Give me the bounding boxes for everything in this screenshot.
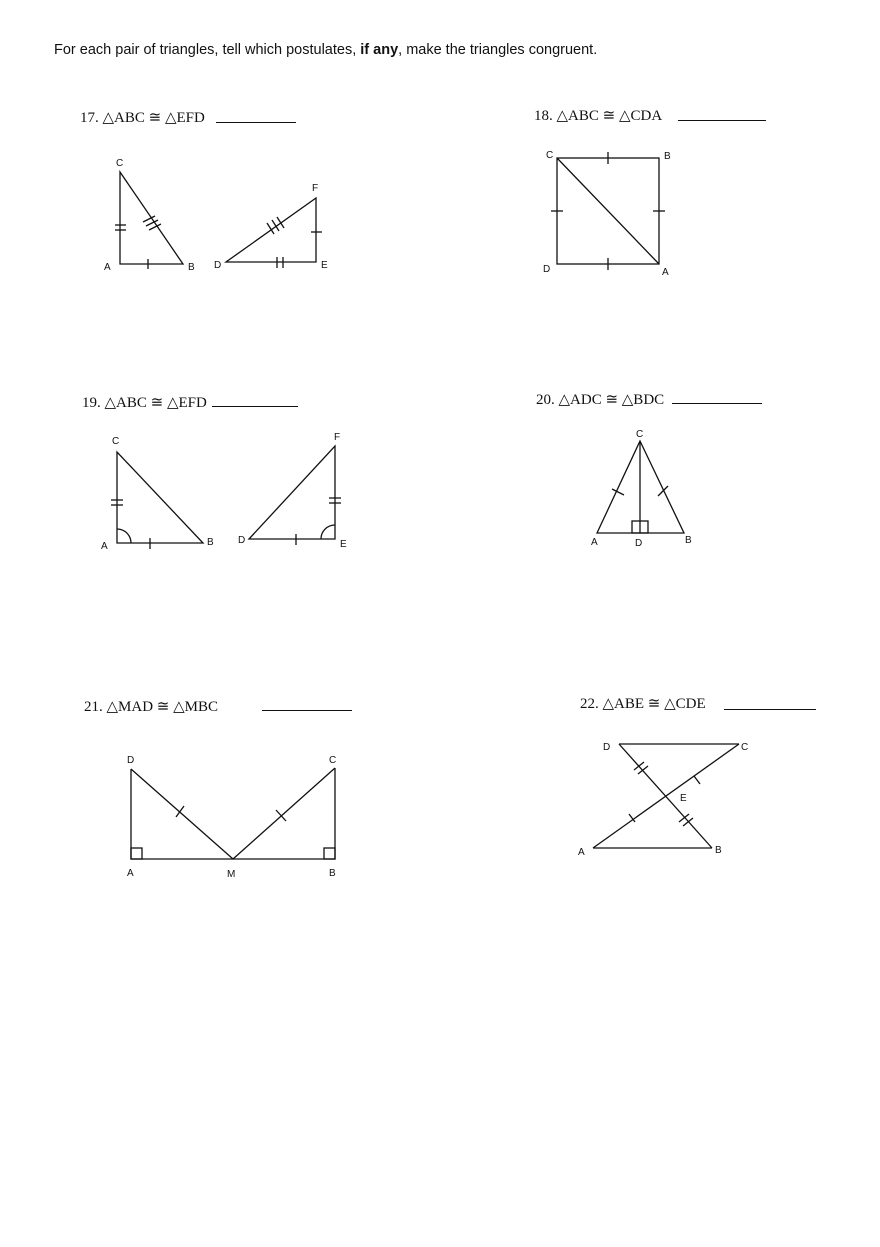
vertex-label: D [603,742,611,753]
angle-mark [117,529,131,543]
figure-20 [591,429,692,549]
problem-statement: △MAD ≅ △MBC [106,699,218,715]
vertex-label: A [578,847,585,858]
instructions-text-end: , make the triangles congruent. [398,42,598,58]
vertex-label: A [591,537,598,548]
vertex-label: B [329,868,336,879]
vertex-label: B [664,151,671,162]
vertex-label: C [329,755,337,766]
vertex-label: B [207,537,214,548]
segment-ca [593,744,739,848]
vertex-label: F [334,432,341,443]
figure-17 [104,158,328,273]
right-angle-mark [324,848,335,859]
vertex-label: D [543,264,551,275]
figure-21 [127,755,336,880]
vertex-label: D [635,538,643,549]
problem-statement: △ABC ≅ △EFD [104,395,207,411]
problem-number: 17. [80,110,99,126]
vertex-label: E [340,539,347,550]
problem-statement: △ABE ≅ △CDE [602,696,706,712]
figure-18 [543,150,671,278]
figure-22 [578,742,748,858]
tick-mark [277,217,284,228]
triangle-efd-17 [214,183,328,271]
instructions-text: For each pair of triangles, tell which postulates, [54,42,361,58]
vertex-label: C [636,429,644,440]
problem-statement: △ABC ≅ △CDA [556,108,663,124]
triangle-abc-17 [104,158,195,273]
triangle-efd-outline [249,446,335,539]
problem-number: 18. [534,108,553,124]
vertex-label: D [238,535,246,546]
vertex-label: M [227,869,236,880]
problem-number: 21. [84,699,103,715]
vertex-label: C [546,150,554,161]
vertex-label: D [214,260,222,271]
problem-statement: △ABC ≅ △EFD [102,110,205,126]
vertex-label: E [321,260,328,271]
vertex-label: B [188,262,195,273]
tick-mark [612,489,624,495]
vertex-label: D [127,755,135,766]
diagonal-ca [557,158,659,264]
triangle-efd-19 [238,432,347,550]
figure-19 [101,432,347,552]
vertex-label: A [127,868,134,879]
angle-mark [321,525,335,539]
tick-mark [694,776,700,784]
vertex-label: C [116,158,124,169]
problem-number: 20. [536,392,555,408]
instructions-emphasis: if any [360,42,399,58]
vertex-label: B [715,845,722,856]
problem-number: 19. [82,395,101,411]
problem-statement: △ADC ≅ △BDC [558,392,665,408]
vertex-label: F [312,183,319,194]
problem-number: 22. [580,696,599,712]
vertex-label: C [741,742,749,753]
vertex-label: A [104,262,111,273]
vertex-label: B [685,535,692,546]
vertex-label: C [112,436,120,447]
outline-dabc [131,768,335,859]
triangle-abc-outline [117,452,203,543]
right-angle-mark [131,848,142,859]
vertex-label: E [680,793,687,804]
triangle-abc-19 [101,436,214,552]
vertex-label: A [101,541,108,552]
vertex-label: A [662,267,669,278]
segments-dm-mc [131,768,335,859]
tick-mark [658,486,668,496]
